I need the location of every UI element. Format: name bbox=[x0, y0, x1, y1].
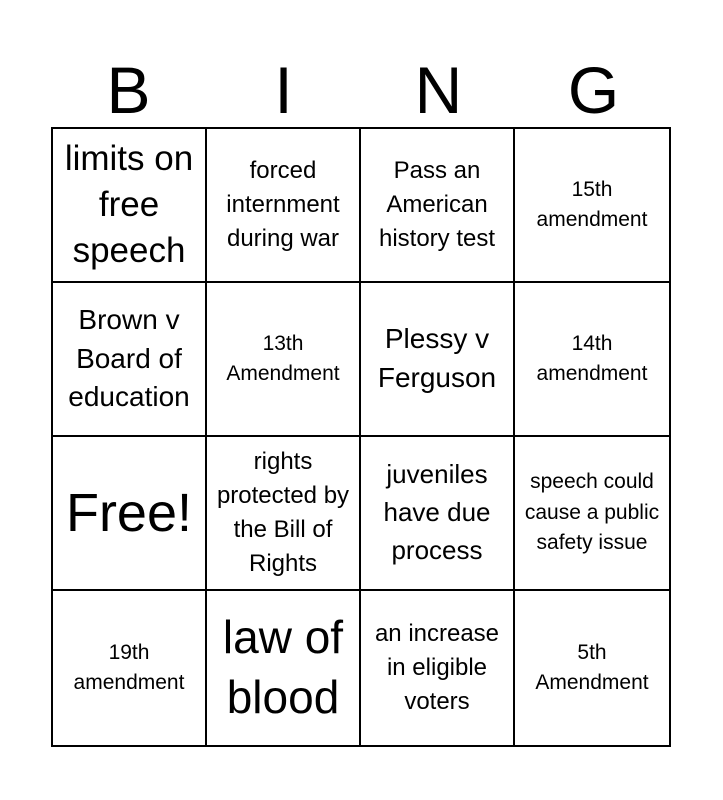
cell-text: 19th amendment bbox=[73, 640, 185, 694]
cell-text: 13th Amendment bbox=[226, 331, 340, 385]
cell-text: Free! bbox=[65, 482, 193, 543]
bingo-header bbox=[51, 52, 671, 128]
bingo-cell-r2-c1 bbox=[207, 437, 361, 591]
bingo-cell-r1-c1 bbox=[207, 283, 361, 437]
bingo-cell-r1-c3 bbox=[515, 283, 669, 437]
cell-text: 15th amendment bbox=[536, 177, 648, 231]
cell-text: juveniles have due process bbox=[383, 459, 491, 565]
cell-text: Brown v Board of education bbox=[68, 304, 190, 413]
header-letter-b: B bbox=[106, 53, 151, 127]
cell-text: 14th amendment bbox=[536, 331, 648, 385]
bingo-cell-r2-c2 bbox=[361, 437, 515, 591]
bingo-cell-r0-c2 bbox=[361, 129, 515, 283]
cell-text: Pass an American history test bbox=[378, 156, 496, 253]
cell-text: 5th Amendment bbox=[535, 640, 649, 694]
cell-text: speech could cause a public safety issue bbox=[524, 470, 660, 555]
bingo-cell-r0-c3 bbox=[515, 129, 669, 283]
bingo-cell-r1-c2 bbox=[361, 283, 515, 437]
cell-text: forced internment during war bbox=[226, 156, 340, 253]
cell-text: an increase in eligible voters bbox=[374, 619, 500, 716]
bingo-card-grid bbox=[51, 127, 671, 747]
bingo-cell-r3-c1 bbox=[207, 591, 361, 745]
bingo-cell-r2-c0-free-space bbox=[53, 437, 207, 591]
bingo-cell-r0-c0 bbox=[53, 129, 207, 283]
header-letter-g: G bbox=[567, 53, 620, 127]
cell-text: Plessy v Ferguson bbox=[377, 323, 497, 393]
bingo-cell-r3-c2 bbox=[361, 591, 515, 745]
cell-text: limits on free speech bbox=[64, 138, 194, 271]
bingo-cell-r1-c0 bbox=[53, 283, 207, 437]
bingo-cell-r3-c3 bbox=[515, 591, 669, 745]
bingo-cell-r3-c0 bbox=[53, 591, 207, 745]
bingo-cell-r0-c1 bbox=[207, 129, 361, 283]
cell-text: law of blood bbox=[222, 611, 344, 723]
bingo-cell-r2-c3 bbox=[515, 437, 669, 591]
cell-text: rights protected by the Bill of Rights bbox=[216, 447, 350, 578]
header-letter-n: N bbox=[414, 53, 463, 127]
header-letter-i: I bbox=[274, 53, 293, 127]
